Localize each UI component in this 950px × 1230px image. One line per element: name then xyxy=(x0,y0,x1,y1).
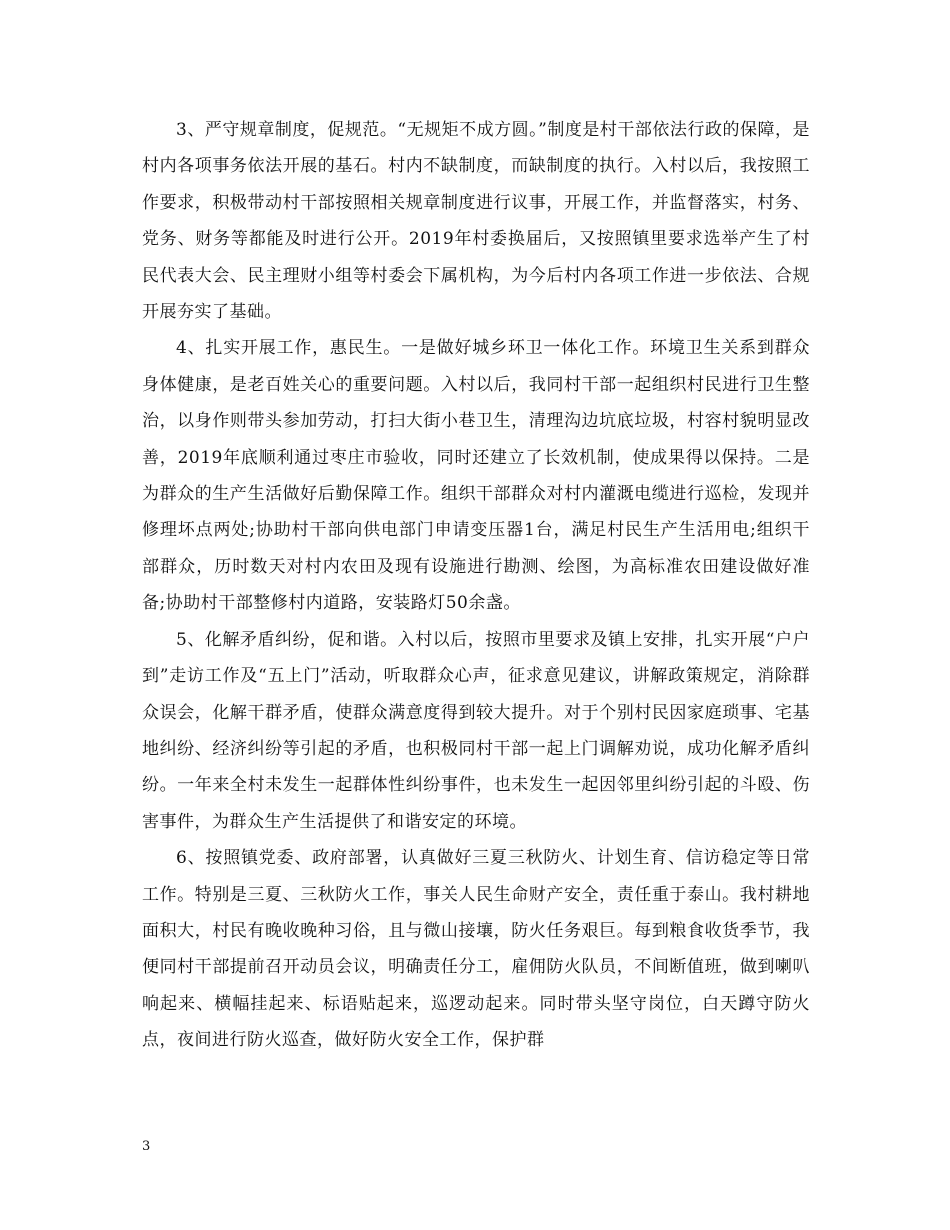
paragraph-6: 6、按照镇党委、政府部署，认真做好三夏三秋防火、计划生育、信访稳定等日常工作。特别是三夏、三秋防火工作，事关人民生命财产安全，责任重于泰山。我村耕地面积大，村民有晚收晚种习俗，且与微山接壤，防火任务艰巨。每到粮食收货季节，我便同村干部提前召开动员会议，明确责任分工，雇佣防火队员，不间断值班，做到喇叭响起来、横幅挂起来、标语贴起来，巡逻动起来。同时带头坚守岗位，白天蹲守防火点，夜间进行防火巡查，做好防火安全工作，保护群 xyxy=(142,848,810,1051)
page-number: 3 xyxy=(142,1139,151,1154)
paragraph-4: 4、扎实开展工作，惠民生。一是做好城乡环卫一体化工作。环境卫生关系到群众身体健康，是老百姓关心的重要问题。入村以后，我同村干部一起组织村民进行卫生整治，以身作则带头参加劳动，打扫大街小巷卫生，清理沟边坑底垃圾，村容村貌明显改善，2019年底顺利通过枣庄市验收，同时还建立了长效机制，使成果得以保持。二是为群众的生产生活做好后勤保障工作。组织干部群众对村内灌溉电缆进行巡检，发现并修理坏点两处;协助村干部向供电部门申请变压器1台，满足村民生产生活用电;组织干部群众，历时数天对村内农田及现有设施进行勘测、绘图，为高标准农田建设做好准备;协助村干部整修村内道路，安装路灯50余盏。 xyxy=(142,338,810,614)
paragraph-3: 3、严守规章制度，促规范。“无规矩不成方圆。”制度是村干部依法行政的保障，是村内各项事务依法开展的基石。村内不缺制度，而缺制度的执行。入村以后，我按照工作要求，积极带动村干部按照相关规章制度进行议事，开展工作，并监督落实，村务、党务、财务等都能及时进行公开。2019年村委换届后，又按照镇里要求选举产生了村民代表大会、民主理财小组等村委会下属机构，为今后村内各项工作进一步依法、合规开展夯实了基础。 xyxy=(142,120,810,323)
paragraph-5: 5、化解矛盾纠纷，促和谐。入村以后，按照市里要求及镇上安排，扎实开展“户户到”走访工作及“五上门”活动，听取群众心声，征求意见建议，讲解政策规定，消除群众误会，化解干群矛盾，使群众满意度得到较大提升。对于个别村民因家庭琐事、宅基地纠纷、经济纠纷等引起的矛盾，也积极同村干部一起上门调解劝说，成功化解矛盾纠纷。一年来全村未发生一起群体性纠纷事件，也未发生一起因邻里纠纷引起的斗殴、伤害事件，为群众生产生活提供了和谐安定的环境。 xyxy=(142,629,810,832)
body-text xyxy=(142,112,810,1059)
